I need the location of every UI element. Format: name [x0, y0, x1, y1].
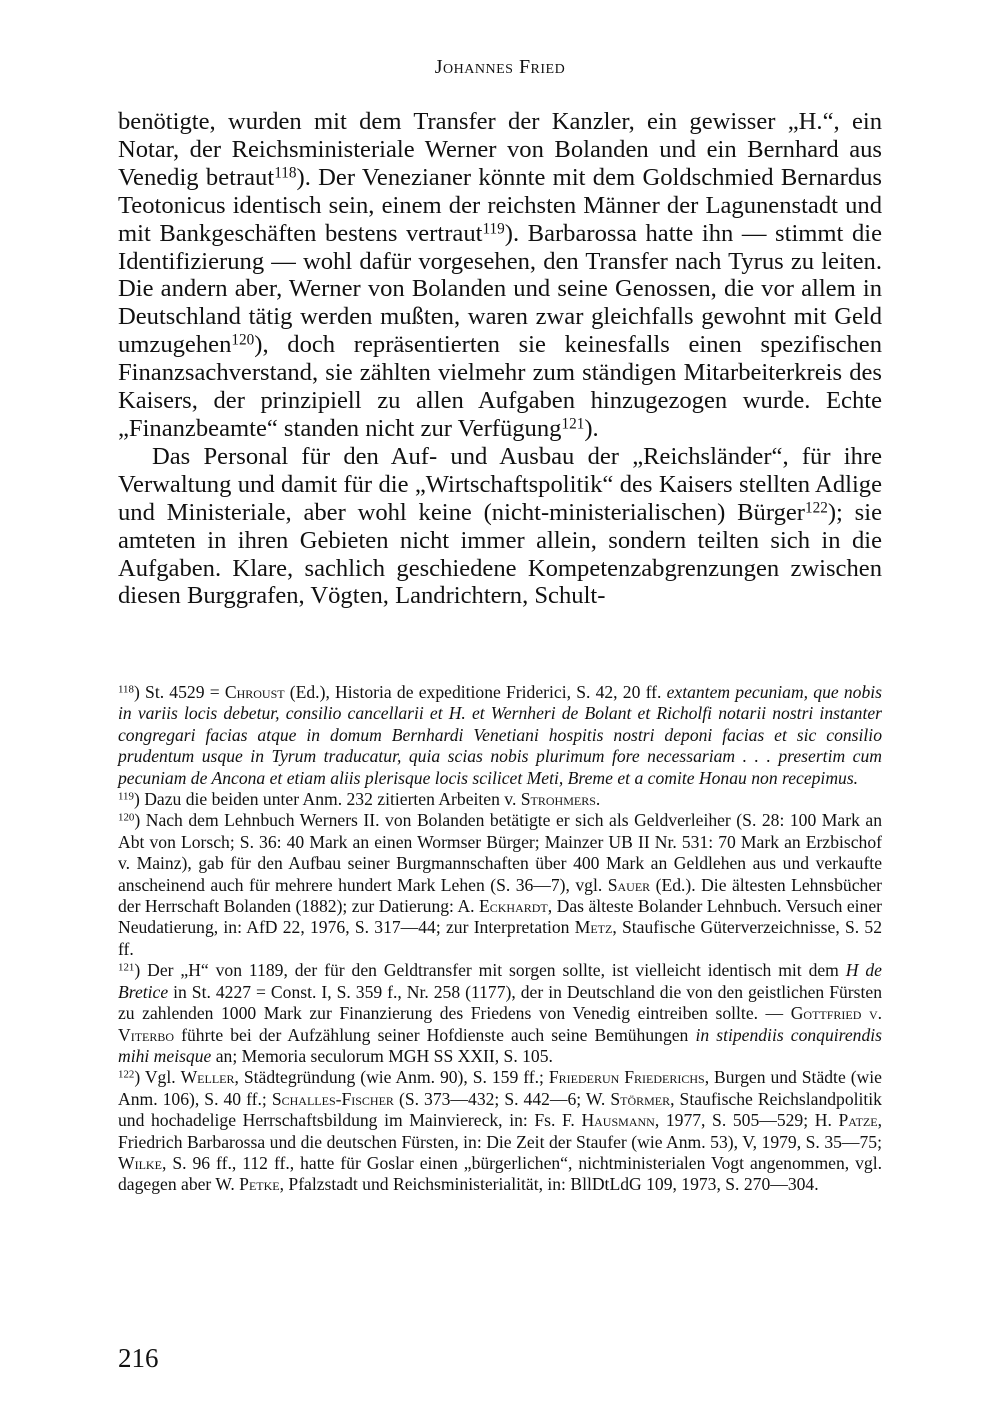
- paragraph-2: Das Personal für den Auf- und Ausbau der „Reichsländer“, für ihre Verwaltung und damit für die „Wirtschaftspolitik“ des Kaisers stellten Adlige und Ministeriale, aber wohl keine (nicht-ministerialischen) Bürger$^{122}$); sie amteten in ihren Gebieten nicht immer allein, sondern teilten sich in die Aufgaben. Klare, sachlich geschiedene Kompetenzabgrenzungen zwischen diesen Burggrafen, Vögten, Landrichtern, Schult-: [118, 442, 882, 610]
- author-name: Metz: [574, 917, 613, 938]
- footnote-ref-118[interactable]: 118: [274, 164, 297, 182]
- author-name: Chroust: [224, 682, 285, 702]
- italic-name: H de Bretice: [118, 960, 882, 1002]
- footnote-120: $^{120}$) Nach dem Lehnbuch Werners II. von Bolanden betätigte er sich als Geldverleiher (S. 28: 100 Mark an Abt von Lorsch; S. 36: 40 Mark an einen Wormser Bürger; Mainzer UB II Nr. 531: 70 Mark an Erzbischof v. Mainz), gab für den Aufbau seiner Burgmannschaften über 400 Mark an Geldlehen aus und verkaufte anscheinend auch für mehrere hundert Mark Lehen (S. 36—7), vgl. Sauer (Ed.). Die ältesten Lehnsbücher der Herrschaft Bolanden (1882); zur Datierung: A. Eckhardt, Das älteste Bolander Lehnbuch. Versuch einer Neudatierung, in: AfD 22, 1976, S. 317—44; zur Interpretation Metz, Staufische Güterverzeichnisse, S. 52 ff.: [118, 810, 882, 959]
- author-name: Strohmers: [520, 789, 596, 810]
- footnote-119: $^{119}$) Dazu die beiden unter Anm. 232 zitierten Arbeiten v. Strohmers.: [118, 789, 601, 810]
- author-name: Friederun Friederichs: [548, 1067, 705, 1088]
- paragraph-1: benötigte, wurden mit dem Transfer der Kanzler, ein gewisser „H.“, ein Notar, der Reichsministeriale Werner von Bolanden und ein Bernhard aus Venedig betraut$^{118}$). Der Venezianer könnte mit dem Goldschmied Bernardus Teotonicus identisch sein, einem der reichsten Männer der Lagunenstadt und mit Bankgeschäften bestens vertraut$^{119}$). Barbarossa hatte ihn — stimmt die Identifizierung — wohl dafür vorgesehen, den Transfer nach Tyrus zu leiten. Die andern aber, Werner von Bolanden und seine Genossen, die vor allem in Deutschland tätig werden mußten, waren zwar gleichfalls gewohnt mit Geld umzugehen$^{120}$), doch repräsentierten sie keinesfalls einen spezifischen Finanzsachverstand, sie zählten vielmehr zum ständigen Mitarbeiterkreis des Kaisers, der prinzipiell zu allen Aufgaben hinzugezogen wurde. Echte „Finanzbeamte“ standen nicht zur Verfügung$^{121}$).: [118, 108, 882, 442]
- footnotes: [118, 682, 882, 1196]
- footnote-number: 118: [118, 683, 134, 696]
- author-name: Sauer: [607, 874, 651, 895]
- footnote-ref-122[interactable]: 122: [804, 499, 828, 517]
- author-name: Wilke: [118, 1152, 162, 1173]
- running-head: Johannes Fried: [434, 56, 566, 78]
- author-name: Hausmann: [581, 1110, 655, 1131]
- footnote-ref-120[interactable]: 120: [231, 331, 255, 349]
- footnote-number: 122: [118, 1068, 135, 1081]
- footnote-ref-121[interactable]: 121: [561, 415, 585, 433]
- page-number: 216: [118, 1343, 159, 1373]
- footnote-118: $^{118}$) St. 4529 = Chroust (Ed.), Historia de expeditione Friderici, S. 42, 20 ff. extantem pecuniam, que nobis in variis locis debetur, consilio cancellarii et H. et Wernheri de Bolant et Richolfi notarii nostri instanter congregari facias atque in domum Bernhardi Venetiani hospitis nostri deponi facias et sic consilio prudentum usque in Tyrum traducatur, quia scias nobis plurimum fore necessariam . . . presertim cum pecuniam de Ancona et etiam aliis plerisque locis scilicet Meti, Breme et a comite Honau non recepimus.: [118, 682, 883, 788]
- latin-quote: extantem pecuniam, que nobis in variis locis debetur, consilio cancellarii et H. et Wernheri de Bolant et Richolfi notarii nostri instanter congregari facias atque in domum Bernhardi Venetiani hospitis nostri deponi facias et sic consilio prudentum usque in Tyrum traducatur, quia scias nobis plurimum fore necessariam . . . presertim cum pecuniam de Ancona et etiam aliis plerisque locis scilicet Meti, Breme et a comite Honau non recepimus.: [118, 682, 883, 788]
- main-text: [118, 108, 882, 610]
- author-name: Störmer: [610, 1088, 671, 1109]
- footnote-122: $^{122}$) Vgl. Weller, Städtegründung (wie Anm. 90), S. 159 ff.; Friederun Friederichs, Burgen und Städte (wie Anm. 106), S. 40 ff.; Schalles-Fischer (S. 373—432; S. 442—6; W. Störmer, Staufische Reichslandpolitik und hochadelige Herrschaftsbildung im Mainviereck, in: Fs. F. Hausmann, 1977, S. 505—529; H. Patze, Friedrich Barbarossa und die deutschen Fürsten, in: Die Zeit der Staufer (wie Anm. 53), V, 1979, S. 35—75; Wilke, S. 96 ff., 112 ff., hatte für Goslar einen „bürgerlichen“, nichtministerialen Vogt angenommen, vgl. dagegen aber W. Petke, Pfalzstadt und Reichsministerialität, in: BllDtLdG 109, 1973, S. 270—304.: [118, 1067, 882, 1195]
- footnote-number: 119: [118, 790, 134, 803]
- footnote-121: $^{121}$) Der „H“ von 1189, der für den Geldtransfer mit sorgen sollte, ist vielleicht identisch mit dem H de Bretice in St. 4227 = Const. I, S. 359 f., Nr. 258 (1177), der in Deutschland die von den geistlichen Fürsten zu zahlenden 1000 Mark zur Finanzierung des Friedens von Venedig eintreiben sollte. — Gottfried v. Viterbo führte bei der Aufzählung seiner Hofdienste auch seine Bemühungen in stipendiis conquirendis mihi meisque an; Memoria seculorum MGH SS XXII, S. 105.: [118, 960, 883, 1066]
- latin-quote: in stipendiis conquirendis mihi meisque: [118, 1024, 882, 1066]
- footnote-ref-119[interactable]: 119: [482, 220, 505, 237]
- author-name: Gottfried v. Viterbo: [118, 1003, 883, 1045]
- author-name: Schalles-Fischer: [271, 1088, 394, 1109]
- footnote-number: 121: [118, 961, 135, 974]
- author-name: Weller: [180, 1067, 235, 1088]
- author-name: Petke: [239, 1174, 280, 1195]
- footnote-number: 120: [118, 811, 135, 824]
- author-name: Eckhardt: [479, 896, 548, 917]
- author-name: Patze: [838, 1110, 878, 1131]
